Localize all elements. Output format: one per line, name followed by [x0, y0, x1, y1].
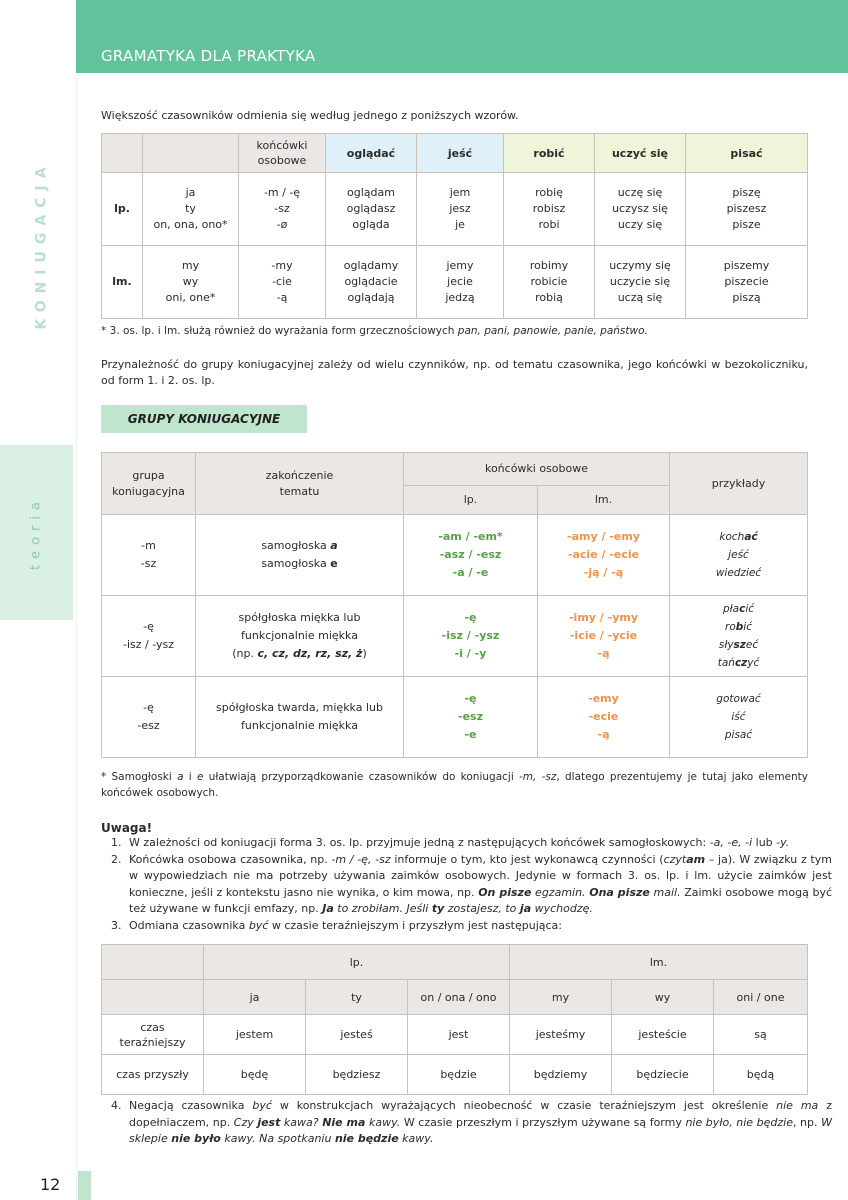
sidebar-tab-teoria [0, 445, 73, 620]
form: ty [185, 202, 196, 215]
example-ending: yć [747, 657, 760, 669]
text-bold: nie będzie [334, 1132, 399, 1145]
form: pisze [732, 218, 761, 231]
form: jemy [446, 259, 474, 272]
stem-line: funkcjonalnie miękka [241, 719, 358, 732]
table-header-person: ja [204, 980, 306, 1015]
text-bold: jest [257, 1115, 281, 1129]
text: ułatwiają przyporządkowanie czasowników do koniugacji [203, 771, 519, 783]
form: uczymy się [609, 259, 671, 272]
form: je [455, 218, 465, 231]
examples-cell [670, 596, 808, 677]
cell-endings [239, 246, 326, 319]
text: – ja). W związku z tym w wypowiedziach nie ma potrzeby używania zaimków osobowych. Jedynie w formach 3. os. lp. i lm. użycie zaimków jest konieczne, jeśli z kontekstu jasno nie wynika, o kim mowa, np. [129, 852, 832, 899]
table-header-group [102, 453, 196, 515]
example [670, 654, 807, 672]
example [670, 528, 807, 546]
form: piszę [732, 186, 761, 199]
text-italic: zostajesz, to [444, 902, 520, 915]
text-bold: nie było [171, 1132, 221, 1145]
stem-consonants: c, cz, dz, rz, sz, ż [257, 647, 363, 660]
stem-line: funkcjonalnie miękka [241, 629, 358, 642]
header-text: grupa koniugacyjna [112, 468, 185, 498]
stem-line [196, 645, 403, 663]
table-header-verb: uczyć się [595, 134, 686, 173]
text: Końcówka osobowa czasownika, np. [129, 852, 332, 866]
ending: -emy [588, 692, 619, 705]
table-row [102, 1055, 808, 1095]
cell-jesc [417, 173, 504, 246]
text: lub [752, 836, 777, 849]
group-line: -esz [137, 719, 160, 732]
ending: -ą [597, 728, 610, 741]
text: w konstrukcjach wyrażających nieobecność w czasie teraźniejszym jest określenie [271, 1099, 777, 1112]
sidebar-section-text: KONIUGACJA [34, 160, 50, 330]
text: Odmiana czasownika [129, 918, 249, 932]
form-cell: jesteśmy [510, 1015, 612, 1055]
sg-endings-cell [404, 515, 538, 596]
ending: -icie / -ycie [569, 629, 638, 642]
form: uczycie się [609, 275, 671, 288]
stem-cell [196, 596, 404, 677]
table-row [102, 246, 808, 319]
notes-list [101, 835, 832, 934]
group-cell [102, 677, 196, 758]
example-stem: wiedzie [715, 567, 756, 579]
table-row [102, 173, 808, 246]
group-line: -m [141, 539, 156, 552]
cell-uczyc [595, 246, 686, 319]
table-row [102, 677, 808, 758]
text: , dlatego prezentujemy je tutaj jako elementy końcówek osobowych. [101, 771, 809, 799]
note-heading: Uwaga! [101, 821, 153, 835]
form: ogląda [352, 218, 390, 231]
form: uczą się [617, 291, 663, 304]
sg-endings-cell [404, 677, 538, 758]
ending: -ę [464, 692, 477, 705]
ending: -a / -e [452, 566, 489, 579]
text: * Samogłoski [101, 771, 178, 783]
form: oni, one* [165, 291, 216, 304]
example-stem: koch [719, 531, 745, 543]
notes-list-continued [101, 1098, 832, 1148]
example-stem: pła [722, 603, 740, 615]
text-bold: ja [519, 902, 532, 915]
form-cell: jesteście [612, 1015, 714, 1055]
group-cell [102, 596, 196, 677]
example-stem: sły [718, 639, 734, 651]
example-consonant: cz [734, 657, 748, 669]
text-italic: -y. [776, 836, 790, 849]
ending: -am / -em* [438, 530, 503, 543]
cell-robic [504, 173, 595, 246]
text-bold: Nie ma [322, 1115, 366, 1129]
table-header-pl: lm. [510, 945, 808, 980]
table-header-person: wy [612, 980, 714, 1015]
sg-endings-cell [404, 596, 538, 677]
pl-endings-cell [538, 596, 670, 677]
stem-vowel: a [330, 539, 338, 552]
example: iść [731, 711, 746, 723]
conjugation-table [101, 133, 808, 319]
text-italic: nie było, nie będzie [685, 1115, 793, 1129]
table-header-examples: przykłady [670, 453, 808, 515]
paragraph-group-membership: Przynależność do grupy koniugacyjnej zależy od wielu czynników, np. od tematu czasownika, jego końcówki w bezokoliczniku, od form 1. i 2. os. lp. [101, 358, 808, 387]
form: -cie [272, 275, 292, 288]
example-ending: ć [755, 567, 762, 579]
stem-line [196, 537, 403, 555]
byc-conjugation-table [101, 944, 808, 1095]
section-heading-groups: GRUPY KONIUGACYJNE [101, 405, 307, 433]
example [670, 618, 807, 636]
form: my [181, 259, 200, 272]
stem-cell [196, 677, 404, 758]
text: i [183, 771, 197, 783]
table-header-person: on / ona / ono [408, 980, 510, 1015]
row-label: lp. [102, 173, 143, 246]
form: jecie [447, 275, 473, 288]
text-italic: wychodzę. [531, 902, 593, 915]
table-header-verb: jeść [417, 134, 504, 173]
row-label [102, 1015, 204, 1055]
ending: -amy / -emy [567, 530, 640, 543]
row-label [102, 1055, 204, 1095]
group-line: -sz [140, 557, 157, 570]
table-header-row [102, 945, 808, 980]
example [670, 636, 807, 654]
table-header-person: my [510, 980, 612, 1015]
form: robimy [529, 259, 569, 272]
text: Negacją czasownika [129, 1099, 253, 1112]
table1-footnote [101, 323, 808, 339]
group-line: -ę [143, 620, 154, 633]
footnote-text: * 3. os. lp. i lm. służą również do wyrażania form grzecznościowych [101, 325, 458, 337]
text-italic: kawy. Na spotkaniu [220, 1132, 335, 1145]
sidebar-section-label [22, 150, 62, 340]
form: piszemy [723, 259, 770, 272]
table-header-sg: lp. [204, 945, 510, 980]
pl-endings-cell [538, 677, 670, 758]
ending: -acie / -ecie [567, 548, 640, 561]
example-consonant: b [735, 621, 744, 633]
text-italic: być [248, 918, 269, 932]
form: robi [538, 218, 560, 231]
ending: -esz [458, 710, 483, 723]
form-cell: jestem [204, 1015, 306, 1055]
form: -m / -ę [263, 186, 301, 199]
form: uczę się [617, 186, 663, 199]
form-cell: będą [714, 1055, 808, 1095]
form: oglądają [347, 291, 395, 304]
example-consonant: sz [733, 639, 746, 651]
form: jesz [449, 202, 471, 215]
form: ja [185, 186, 196, 199]
form: robicie [530, 275, 568, 288]
text-italic: czyt [663, 852, 687, 866]
list-item [125, 918, 832, 935]
page-number: 12 [40, 1175, 61, 1194]
group-line: -isz / -ysz [122, 638, 175, 651]
ending: -asz / -esz [439, 548, 502, 561]
text-italic: być [252, 1099, 272, 1112]
text-bold: am [686, 852, 706, 866]
text-italic: egzamin. [531, 885, 586, 899]
stem-line: spółgłoska miękka lub [238, 611, 361, 624]
vowel-footnote [101, 769, 808, 801]
table-header-endings: końcówki osobowe [239, 134, 326, 173]
ending: -ecie [588, 710, 619, 723]
form: piszą [732, 291, 761, 304]
table-header-endings: końcówki osobowe [404, 453, 670, 486]
form: wy [182, 275, 199, 288]
stem-text: samogłoska [261, 539, 331, 552]
form: oglądacie [344, 275, 398, 288]
examples-cell [670, 515, 808, 596]
text-italic: e [196, 771, 204, 783]
example-ending: ać [744, 531, 758, 543]
list-item [125, 852, 832, 918]
row-label-text: czas przyszły [116, 1068, 189, 1081]
footnote-italic: pan, pani, panowie, panie, państwo. [457, 325, 648, 337]
group-cell [102, 515, 196, 596]
form: piszecie [724, 275, 769, 288]
example-ending: ść [737, 549, 749, 561]
form-cell: jest [408, 1015, 510, 1055]
form: robię [535, 186, 563, 199]
form: oglądam [347, 186, 395, 199]
example [670, 600, 807, 618]
cell-jesc [417, 246, 504, 319]
example-stem: tań [717, 657, 735, 669]
table-header-verb: pisać [686, 134, 808, 173]
table-header-row [102, 980, 808, 1015]
example-consonant: c [739, 603, 746, 615]
cell-ogladac [326, 173, 417, 246]
conjugation-groups-table [101, 452, 808, 758]
cell-pronouns [143, 246, 239, 319]
text-italic: a [177, 771, 184, 783]
header-bar [76, 0, 848, 73]
text: W zależności od koniugacji forma 3. os. lp. przyjmuje jedną z następujących końcówek samogłoskowych: [129, 836, 710, 849]
form: robisz [532, 202, 566, 215]
example-ending: ić [743, 621, 752, 633]
ending: -i / -y [454, 647, 487, 660]
table-row [102, 1015, 808, 1055]
stem-line: spółgłoska twarda, miękka lub [216, 701, 383, 714]
text-italic: kawy. [398, 1132, 434, 1145]
form-cell: będziesz [306, 1055, 408, 1095]
example: pisać [724, 729, 753, 741]
cell-ogladac [326, 246, 417, 319]
example [670, 564, 807, 582]
text: , np. [792, 1115, 822, 1129]
form: on, ona, ono* [153, 218, 228, 231]
table-header-empty [143, 134, 239, 173]
sidebar-divider [76, 73, 77, 1200]
form: -sz [274, 202, 290, 215]
text-italic: kawy. [365, 1115, 401, 1129]
stem-text: (np. [232, 647, 258, 660]
ending: -isz / -ysz [441, 629, 500, 642]
form: jedzą [445, 291, 475, 304]
text-italic: nie ma [776, 1099, 819, 1112]
table-header-person: oni / one [714, 980, 808, 1015]
text-italic: mail. [649, 885, 681, 899]
table-header-verb: robić [504, 134, 595, 173]
sidebar-tab-label: teoria [28, 496, 44, 570]
ending: -ą [597, 647, 610, 660]
form: oglądamy [343, 259, 399, 272]
text: z dopełniaczem, np. [129, 1099, 832, 1129]
text-italic: kawa? [280, 1115, 323, 1129]
text: Zaimki osobowe mogą być też używane w funkcji emfazy, np. [129, 885, 832, 915]
form-cell: będziemy [510, 1055, 612, 1095]
pl-endings-cell [538, 515, 670, 596]
cell-pronouns [143, 173, 239, 246]
text-italic: Czy [233, 1115, 258, 1129]
text-italic: W sklepie [129, 1115, 832, 1145]
text-italic: -m, -sz [519, 771, 557, 783]
examples-cell [670, 677, 808, 758]
text-italic: -a, -e, -i [709, 836, 753, 849]
text: informuje o tym, kto jest wykonawcą czynności ( [390, 852, 664, 866]
cell-endings [239, 173, 326, 246]
table-header-pl: lm. [538, 486, 670, 515]
example-ending: eć [745, 639, 759, 651]
form: -ø [276, 218, 288, 231]
header-title: GRAMATYKA DLA PRAKTYKA [101, 47, 316, 65]
form-cell: będziecie [612, 1055, 714, 1095]
text-italic: to zrobiłam. Jeśli [333, 902, 432, 915]
text-bold: Ja [322, 902, 334, 915]
cell-uczyc [595, 173, 686, 246]
row-label-text: czas teraźniejszy [119, 1020, 186, 1049]
table-header-stem [196, 453, 404, 515]
form: piszesz [726, 202, 767, 215]
example [670, 546, 807, 564]
example-stem: je [728, 549, 738, 561]
text: w czasie teraźniejszym i przyszłym jest następująca: [268, 918, 563, 932]
text: W czasie przeszłym i przyszłym używane są formy [400, 1115, 686, 1129]
table-row [102, 596, 808, 677]
form: oglądasz [346, 202, 396, 215]
stem-cell [196, 515, 404, 596]
form: jem [449, 186, 471, 199]
list-item [125, 835, 832, 852]
list-item [125, 1098, 832, 1148]
form: uczysz się [612, 202, 668, 215]
stem-line [196, 555, 403, 573]
cell-pisac [686, 246, 808, 319]
cell-robic [504, 246, 595, 319]
table-header-person: ty [306, 980, 408, 1015]
table-header-empty [102, 134, 143, 173]
ending: -ę [464, 611, 477, 624]
table-header-verb: oglądać [326, 134, 417, 173]
group-line: -ę [143, 701, 154, 714]
ending: -imy / -ymy [568, 611, 638, 624]
header-text: zakończenie tematu [265, 468, 334, 498]
table-header-row [102, 134, 808, 173]
cell-pisac [686, 173, 808, 246]
table-header-row [102, 453, 808, 486]
text-bold: On pisze [478, 885, 532, 899]
form: -my [271, 259, 293, 272]
example-stem: ro [725, 621, 736, 633]
table-header-empty [102, 945, 204, 980]
form: robią [535, 291, 563, 304]
form: uczy się [617, 218, 663, 231]
intro-text: Większość czasowników odmienia się według jednego z poniższych wzorów. [101, 109, 519, 122]
form-cell: będę [204, 1055, 306, 1095]
example-ending: ić [745, 603, 755, 615]
form: -ą [276, 291, 288, 304]
text-bold: Ona pisze [589, 885, 650, 899]
stem-text: ) [362, 647, 367, 660]
row-label: lm. [102, 246, 143, 319]
ending: -ją / -ą [583, 566, 624, 579]
ending: -e [464, 728, 477, 741]
table-row [102, 515, 808, 596]
form-cell: będzie [408, 1055, 510, 1095]
stem-text: samogłoska [261, 557, 331, 570]
text-italic: -m / -ę, -sz [331, 852, 391, 866]
form-cell: jesteś [306, 1015, 408, 1055]
table-header-sg: lp. [404, 486, 538, 515]
example: gotować [716, 693, 761, 705]
form-cell: są [714, 1015, 808, 1055]
table-header-empty [102, 980, 204, 1015]
page-tab-marker [78, 1171, 91, 1200]
text-bold: ty [431, 902, 445, 915]
stem-vowel: e [330, 557, 338, 570]
